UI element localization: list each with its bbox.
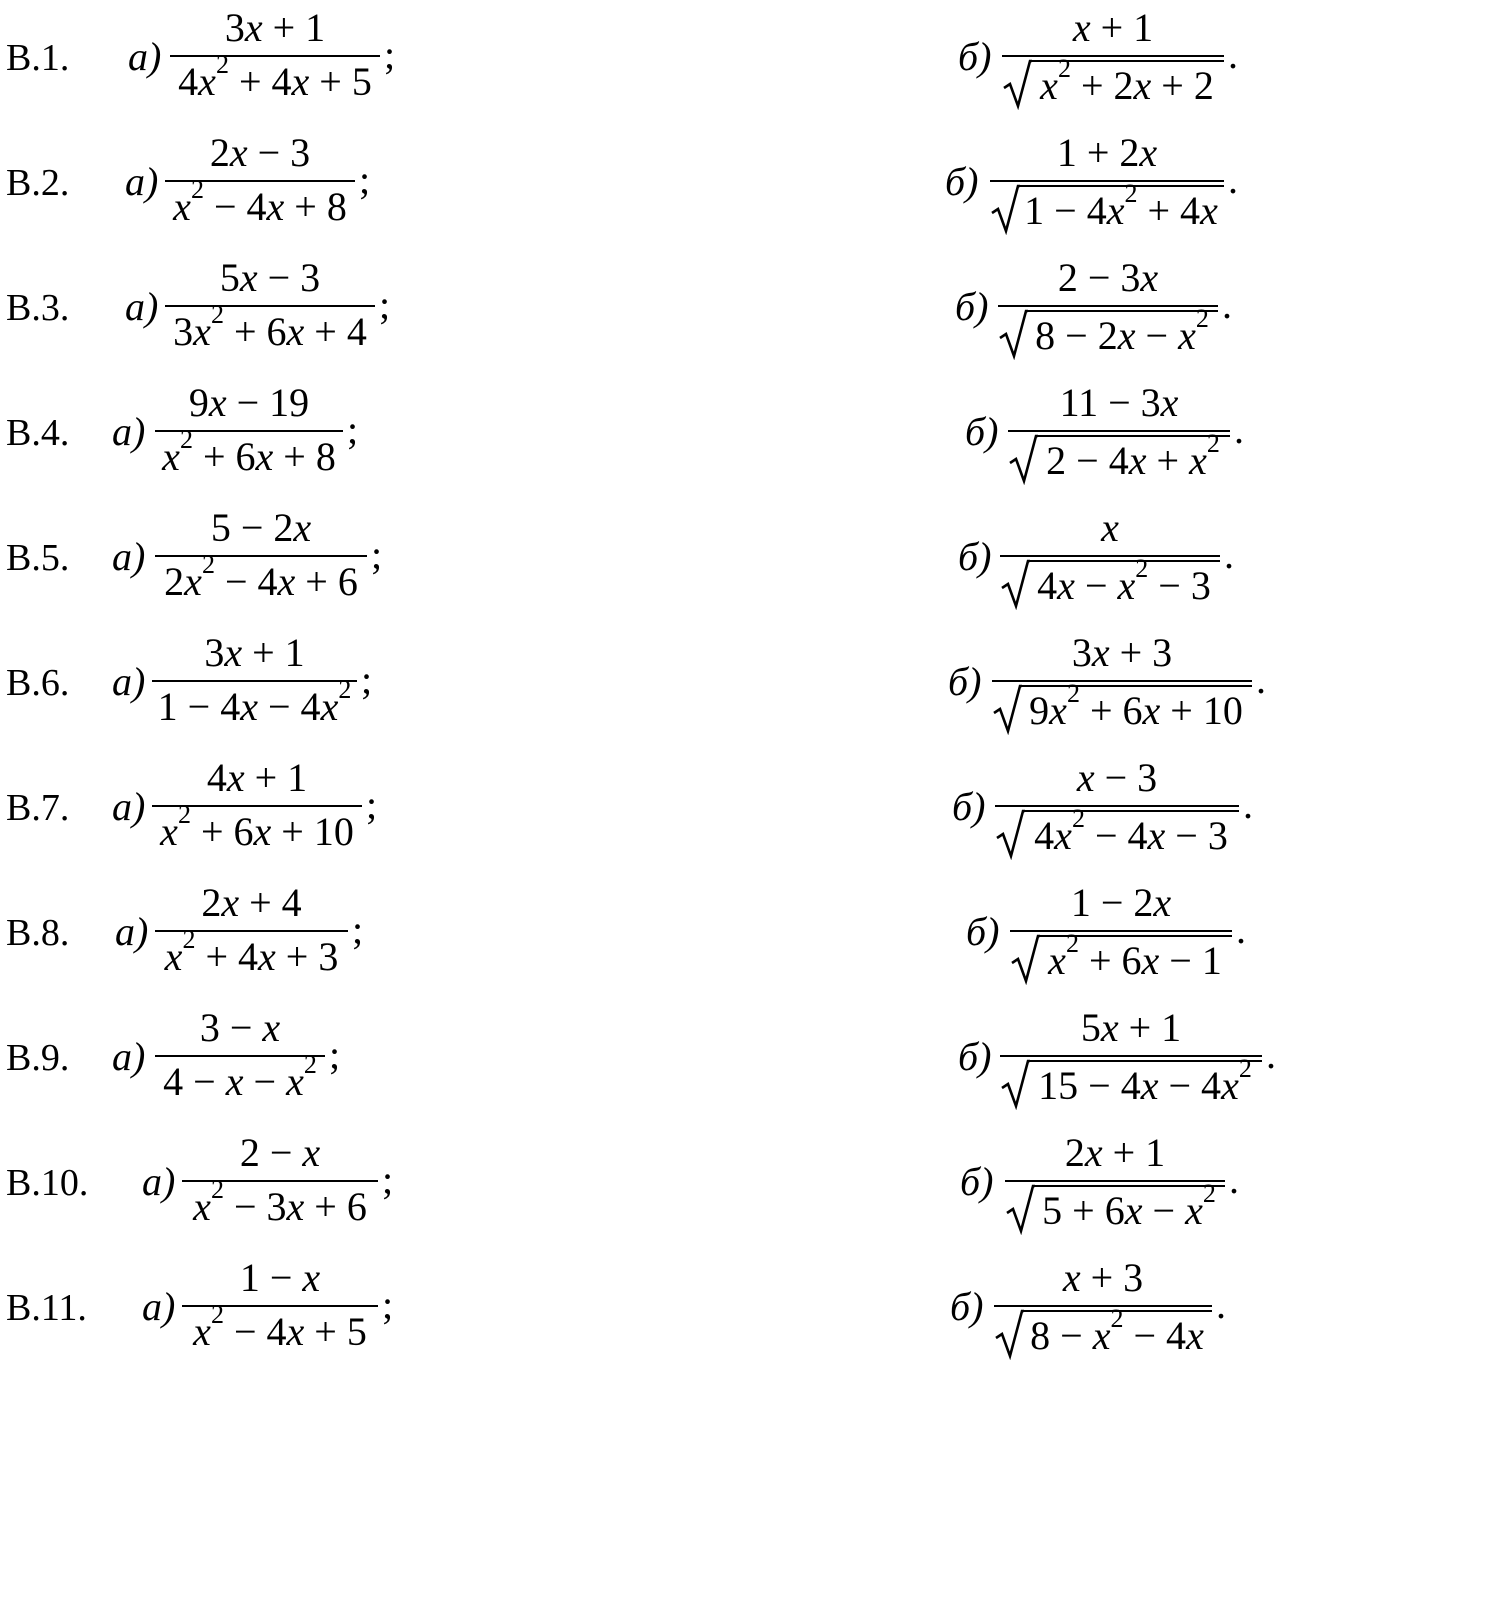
square-root-icon xyxy=(1000,558,1030,610)
square-root-icon xyxy=(992,683,1022,735)
square-root-icon xyxy=(1002,58,1032,110)
radical-bar xyxy=(1028,1060,1262,1062)
numerator: 3x + 3 xyxy=(1071,630,1173,675)
fraction-b xyxy=(1010,875,1232,1001)
numerator: 3x + 1 xyxy=(224,5,326,50)
part-b xyxy=(0,875,1495,1001)
part-b-label: б) xyxy=(955,284,989,329)
radical-bar xyxy=(1023,810,1239,812)
denominator: $x^2 - 4x + 8$ xyxy=(173,175,347,229)
variant-label: В.6. xyxy=(6,662,70,704)
square-root-icon xyxy=(994,1308,1024,1360)
part-b xyxy=(0,375,1495,501)
denominator: $x^2 + 6x + 8$ xyxy=(162,425,336,479)
denominator: $x^2 + 6x + 10$ xyxy=(160,800,354,854)
part-b-label: б) xyxy=(965,409,999,454)
fraction-b xyxy=(1000,500,1220,626)
semicolon: ; xyxy=(384,32,396,77)
numerator: 2x − 3 xyxy=(209,130,311,175)
fraction-bar xyxy=(994,1305,1212,1307)
numerator: 11 − 3x xyxy=(1059,380,1179,425)
numerator: x xyxy=(1101,505,1119,550)
part-b xyxy=(0,1125,1495,1251)
semicolon: ; xyxy=(359,157,371,202)
problem-row xyxy=(0,0,1495,126)
part-b xyxy=(0,750,1495,876)
period: . xyxy=(1256,657,1266,702)
part-a-label: а) xyxy=(115,909,149,954)
part-b xyxy=(0,250,1495,376)
semicolon: ; xyxy=(382,1157,394,1202)
problem-row xyxy=(0,875,1495,1001)
fraction-bar xyxy=(992,680,1252,682)
fraction-b xyxy=(994,1250,1212,1376)
problem-row xyxy=(0,1125,1495,1251)
denominator: $x^2 - 3x + 6$ xyxy=(193,1175,367,1229)
radicand: $x^2 + 2x + 2$ xyxy=(1040,54,1214,108)
part-b-label: б) xyxy=(966,909,1000,954)
fraction-b xyxy=(1008,375,1230,501)
fraction-b xyxy=(992,625,1252,751)
denominator: $x^2 + 4x + 3$ xyxy=(164,925,339,979)
fraction-bar xyxy=(998,305,1218,307)
fraction-bar xyxy=(1000,555,1220,557)
numerator: 5x + 1 xyxy=(1080,1005,1182,1050)
radical-bar xyxy=(1020,685,1252,687)
fraction-b xyxy=(1005,1125,1225,1251)
part-a-label: а) xyxy=(112,409,146,454)
problem-row xyxy=(0,1000,1495,1126)
radical-bar xyxy=(1036,435,1230,437)
radicand: $4x - x^2 - 3$ xyxy=(1037,554,1211,608)
fraction-bar xyxy=(990,180,1224,182)
part-a-label: а) xyxy=(112,659,146,704)
period: . xyxy=(1228,32,1238,77)
period: . xyxy=(1243,782,1253,827)
radical-bar xyxy=(1028,560,1220,562)
part-b xyxy=(0,500,1495,626)
variant-label: В.10. xyxy=(6,1162,89,1204)
problem-row xyxy=(0,375,1495,501)
part-b-label: б) xyxy=(960,1159,994,1204)
part-b-label: б) xyxy=(945,159,979,204)
numerator: 3 − x xyxy=(199,1005,281,1050)
problem-row xyxy=(0,250,1495,376)
numerator: 5x − 3 xyxy=(219,255,321,300)
fraction-b xyxy=(1002,0,1224,126)
numerator: 1 − 2x xyxy=(1070,880,1172,925)
semicolon: ; xyxy=(371,532,383,577)
fraction-bar xyxy=(995,805,1239,807)
numerator: 4x + 1 xyxy=(206,755,308,800)
part-a-label: а) xyxy=(112,784,146,829)
variant-label: В.7. xyxy=(6,787,70,829)
fraction-bar xyxy=(1002,55,1224,57)
radicand: $9x^2 + 6x + 10$ xyxy=(1029,679,1243,733)
radical-bar xyxy=(1026,310,1218,312)
part-b xyxy=(0,1000,1495,1126)
numerator: x − 3 xyxy=(1076,755,1158,800)
fraction-bar xyxy=(1010,930,1232,932)
denominator: $4 - x - x^2$ xyxy=(163,1050,317,1104)
problem-row xyxy=(0,625,1495,751)
square-root-icon xyxy=(1010,933,1040,985)
period: . xyxy=(1229,1157,1239,1202)
numerator: 1 + 2x xyxy=(1056,130,1158,175)
period: . xyxy=(1228,157,1238,202)
square-root-icon xyxy=(1005,1183,1035,1235)
semicolon: ; xyxy=(382,1282,394,1327)
part-a-label: а) xyxy=(112,534,146,579)
fraction-b xyxy=(1000,1000,1262,1126)
radicand: $15 - 4x - 4x^2$ xyxy=(1038,1054,1252,1108)
variant-label: В.5. xyxy=(6,537,70,579)
radical-bar xyxy=(1018,185,1224,187)
denominator: $x^2 - 4x + 5$ xyxy=(193,1300,367,1354)
part-a-label: а) xyxy=(125,284,159,329)
part-b-label: б) xyxy=(958,534,992,579)
numerator: 3x + 1 xyxy=(204,630,305,675)
square-root-icon xyxy=(995,808,1025,860)
fraction-bar xyxy=(1000,1055,1262,1057)
part-b xyxy=(0,0,1495,126)
part-b xyxy=(0,1250,1495,1376)
radicand: $1 - 4x^2 + 4x$ xyxy=(1024,179,1218,233)
period: . xyxy=(1216,1282,1226,1327)
radicand: $2 - 4x + x^2$ xyxy=(1046,429,1220,483)
variant-label: В.8. xyxy=(6,912,70,954)
semicolon: ; xyxy=(366,782,378,827)
period: . xyxy=(1236,907,1246,952)
part-a-label: а) xyxy=(142,1284,176,1329)
radicand: $x^2 + 6x - 1$ xyxy=(1048,929,1222,983)
problem-row xyxy=(0,500,1495,626)
radicand: $5 + 6x - x^2$ xyxy=(1042,1179,1216,1233)
square-root-icon xyxy=(1008,433,1038,485)
problem-row xyxy=(0,750,1495,876)
part-b xyxy=(0,625,1495,751)
numerator: 2 − 3x xyxy=(1057,255,1159,300)
part-a-label: а) xyxy=(112,1034,146,1079)
semicolon: ; xyxy=(379,282,391,327)
numerator: x + 3 xyxy=(1062,1255,1144,1300)
period: . xyxy=(1222,282,1232,327)
denominator: $3x^2 + 6x + 4$ xyxy=(173,300,367,354)
semicolon: ; xyxy=(352,907,364,952)
numerator: x + 1 xyxy=(1072,5,1154,50)
variant-label: В.9. xyxy=(6,1037,70,1079)
denominator: $1 - 4x - 4x^2$ xyxy=(157,675,352,729)
part-b-label: б) xyxy=(948,659,982,704)
square-root-icon xyxy=(1000,1058,1030,1110)
variant-label: В.2. xyxy=(6,162,70,204)
variant-label: В.1. xyxy=(6,37,70,79)
radicand: $8 - 2x - x^2$ xyxy=(1035,304,1209,358)
fraction-b xyxy=(990,125,1224,251)
part-b-label: б) xyxy=(958,34,992,79)
denominator: $4x^2 + 4x + 5$ xyxy=(178,50,372,104)
square-root-icon xyxy=(990,183,1020,235)
fraction-bar xyxy=(1008,430,1230,432)
part-b-label: б) xyxy=(952,784,986,829)
part-b-label: б) xyxy=(958,1034,992,1079)
period: . xyxy=(1224,532,1234,577)
fraction-bar xyxy=(1005,1180,1225,1182)
radical-bar xyxy=(1033,1185,1225,1187)
numerator: 2x + 1 xyxy=(1064,1130,1166,1175)
part-a-label: а) xyxy=(125,159,159,204)
fraction-b xyxy=(995,750,1239,876)
part-a-label: а) xyxy=(142,1159,176,1204)
numerator: 9x − 19 xyxy=(188,380,310,425)
fraction-b xyxy=(998,250,1218,376)
problem-row xyxy=(0,125,1495,251)
semicolon: ; xyxy=(361,657,373,702)
semicolon: ; xyxy=(347,407,359,452)
square-root-icon xyxy=(998,308,1028,360)
variant-label: В.4. xyxy=(6,412,70,454)
numerator: 2 − x xyxy=(239,1130,321,1175)
period: . xyxy=(1234,407,1244,452)
problem-row xyxy=(0,1250,1495,1376)
part-b xyxy=(0,125,1495,251)
denominator: $2x^2 - 4x + 6$ xyxy=(164,550,358,604)
period: . xyxy=(1266,1032,1276,1077)
numerator: 5 − 2x xyxy=(210,505,312,550)
radicand: $4x^2 - 4x - 3$ xyxy=(1034,804,1228,858)
part-a-label: а) xyxy=(128,34,162,79)
variant-label: В.3. xyxy=(6,287,70,329)
variant-label: В.11. xyxy=(6,1287,87,1329)
part-b-label: б) xyxy=(950,1284,984,1329)
numerator: 2x + 4 xyxy=(201,880,302,925)
semicolon: ; xyxy=(329,1032,341,1077)
radicand: $8 - x^2 - 4x$ xyxy=(1030,1304,1204,1358)
numerator: 1 − x xyxy=(239,1255,321,1300)
